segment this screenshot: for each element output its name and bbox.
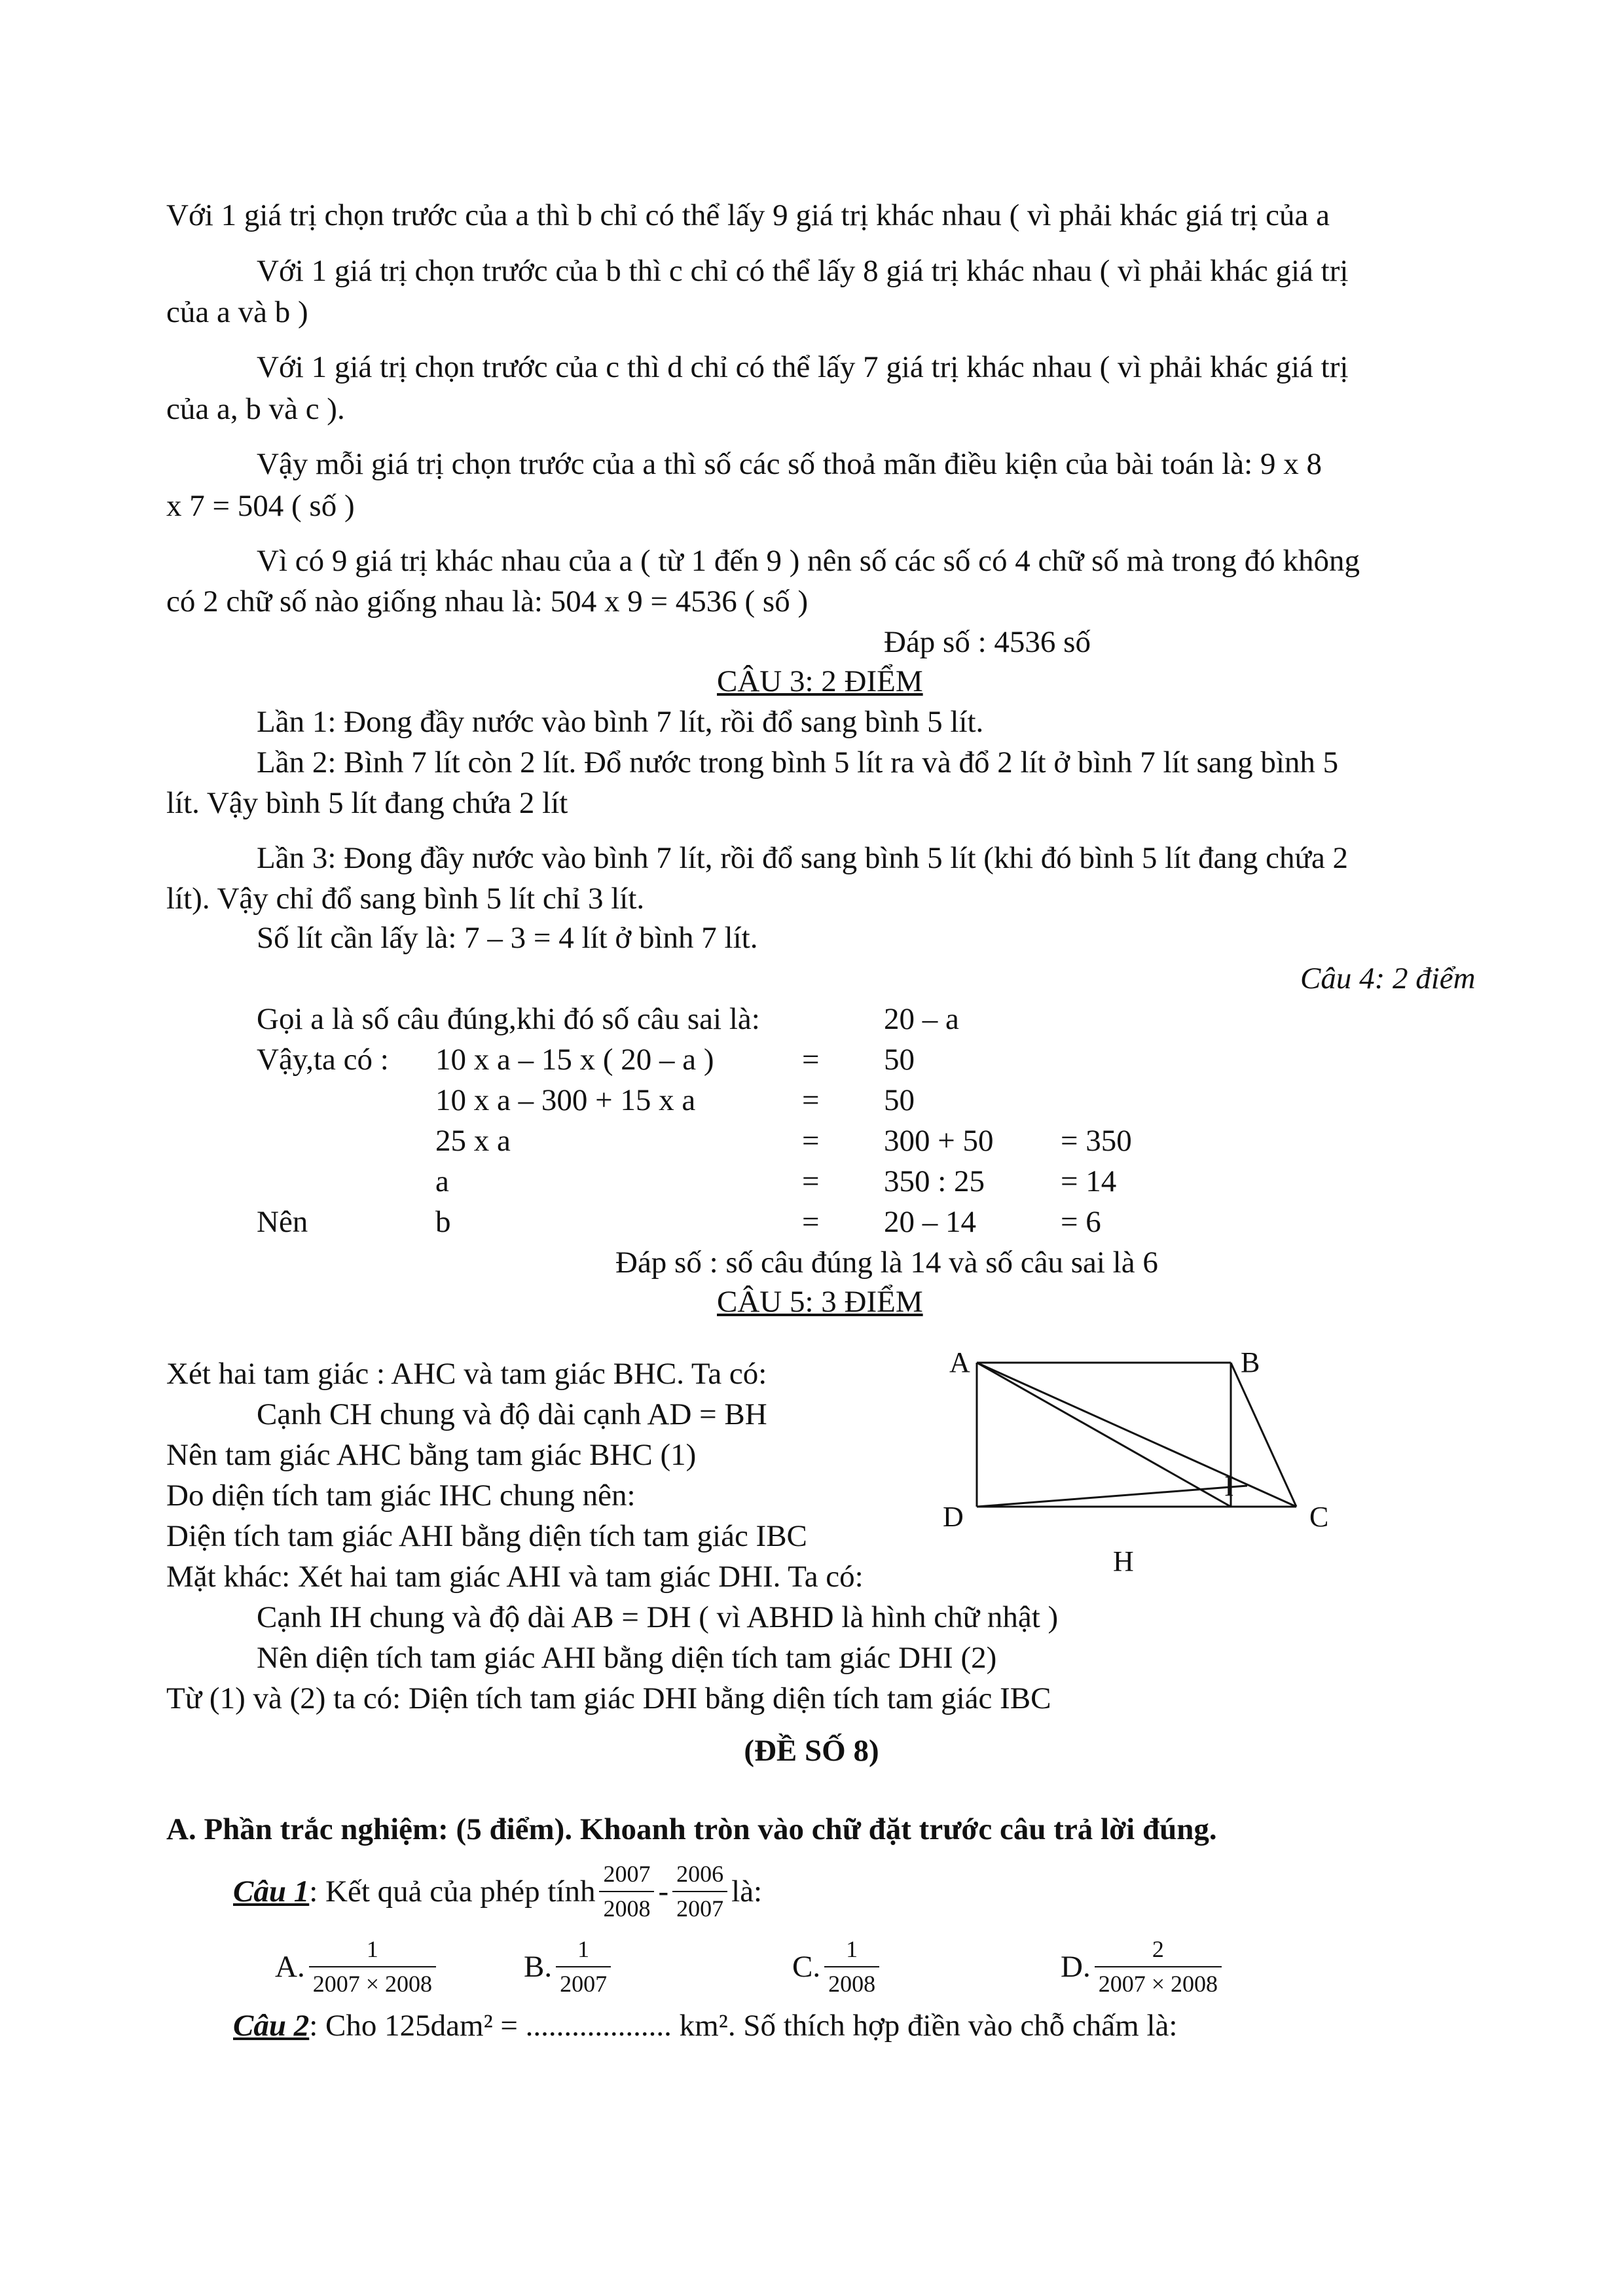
question-1 [233,1852,762,1931]
fraction [824,1935,879,1998]
question-text: : Cho 125dam² = ................... km². Số thích hợp điền vào chỗ chấm là: [309,2009,1178,2043]
fraction [556,1935,611,1998]
question-2 [233,2007,1177,2045]
equation-eq: = [802,1043,820,1077]
equation-eq: = [802,1205,820,1239]
label-H: H [1113,1545,1134,1577]
option-a[interactable] [275,1931,440,2003]
equation-result: = 14 [1061,1164,1117,1198]
fraction [1095,1935,1222,1998]
text-line: lít). Vậy chỉ đổ sang bình 5 lít chỉ 3 lít. [166,882,645,916]
option-d[interactable] [1061,1931,1226,2003]
equation-eq: = [802,1124,820,1158]
option-letter: A. [275,1949,305,1984]
equation-val: 20 – 14 [884,1205,976,1239]
option-letter: C. [792,1949,821,1984]
text-line: của a, b và c ). [166,392,345,426]
label-C: C [1309,1501,1329,1533]
text-line: Với 1 giá trị chọn trước của b thì c chỉ có thể lấy 8 giá trị khác nhau ( vì phải khác giá trị [257,254,1349,288]
text-line: Cạnh CH chung và độ dài cạnh AD = BH [257,1397,767,1431]
fraction-denominator: 2007 [556,1966,611,1998]
edge-AH [977,1363,1231,1507]
question-label: Câu 1 [233,1874,310,1909]
equation-expr: b [435,1205,451,1239]
fraction-denominator: 2007 × 2008 [309,1966,436,1998]
fraction [309,1935,436,1998]
geometry-figure [917,1348,1375,1597]
text-value: 20 – a [884,1002,959,1036]
equation-eq: = [802,1083,820,1117]
label-D: D [943,1501,964,1533]
fraction [599,1860,654,1923]
text-line: của a và b ) [166,295,308,329]
question-text: : Kết quả của phép tính [309,1874,596,1909]
question-label: Câu 2 [233,2009,310,2043]
fraction [672,1860,727,1923]
minus-sign: - [658,1874,669,1909]
label-A: A [949,1348,970,1378]
equation-result: = 6 [1061,1205,1101,1239]
text-line: Từ (1) và (2) ta có: Diện tích tam giác DHI bằng diện tích tam giác IBC [166,1681,1051,1715]
fraction-numerator: 1 [846,1935,858,1962]
text-line: Nên diện tích tam giác AHI bằng diện tích tam giác DHI (2) [257,1641,997,1675]
option-letter: D. [1061,1949,1091,1984]
fraction-denominator: 2007 × 2008 [1095,1966,1222,1998]
exam-title: (ĐỀ SỐ 8) [744,1734,879,1768]
option-b[interactable] [524,1931,615,2003]
text-line: Vì có 9 giá trị khác nhau của a ( từ 1 đến 9 ) nên số các số có 4 chữ số mà trong đó không [257,544,1360,578]
answer-line: Đáp số : 4536 số [884,625,1091,659]
fraction-denominator: 2008 [599,1891,654,1923]
text-line: Gọi a là số câu đúng,khi đó số câu sai là: [257,1002,760,1036]
text-line: Với 1 giá trị chọn trước của c thì d chỉ có thể lấy 7 giá trị khác nhau ( vì phải khác giá trị [257,350,1349,384]
fraction-denominator: 2008 [824,1966,879,1998]
section-title: Câu 4: 2 điểm [1300,961,1476,996]
option-c[interactable] [792,1931,883,2003]
option-letter: B. [524,1949,553,1984]
text-line: Diện tích tam giác AHI bằng diện tích tam giác IBC [166,1519,807,1553]
equation-result: = 350 [1061,1124,1132,1158]
text-line: lít. Vậy bình 5 lít đang chứa 2 lít [166,786,568,820]
equation-val: 50 [884,1043,915,1077]
text-line: x 7 = 504 ( số ) [166,489,355,523]
equation-expr: 25 x a [435,1124,511,1158]
label-B: B [1241,1348,1260,1378]
text-line: có 2 chữ số nào giống nhau là: 504 x 9 = 4536 ( số ) [166,584,809,619]
equation-lead: Nên [257,1205,308,1239]
text-line: Mặt khác: Xét hai tam giác AHI và tam giác DHI. Ta có: [166,1560,864,1594]
text-line: Với 1 giá trị chọn trước của a thì b chỉ có thể lấy 9 giá trị khác nhau ( vì phải khác giá trị của a [166,198,1330,232]
equation-expr: 10 x a – 300 + 15 x a [435,1083,696,1117]
fraction-numerator: 2006 [676,1860,724,1887]
fraction-numerator: 1 [577,1935,590,1962]
edge-BC [1231,1363,1296,1507]
fraction-numerator: 2007 [603,1860,651,1887]
edge-DI [977,1486,1247,1507]
text-line: Lần 1: Đong đầy nước vào bình 7 lít, rồi đổ sang bình 5 lít. [257,705,984,739]
text-line: Vậy mỗi giá trị chọn trước của a thì số các số thoả mãn điều kiện của bài toán là: 9 x 8 [257,447,1322,481]
fraction-numerator: 1 [366,1935,378,1962]
text-line: Số lít cần lấy là: 7 – 3 = 4 lít ở bình 7 lít. [257,921,758,955]
equation-val: 350 : 25 [884,1164,985,1198]
part-heading: A. Phần trắc nghiệm: (5 điểm). Khoanh tròn vào chữ đặt trước câu trả lời đúng. [166,1812,1217,1846]
section-title: CÂU 5: 3 ĐIỂM [717,1285,923,1319]
fraction-denominator: 2007 [672,1891,727,1923]
geometry-diagram [917,1348,1375,1597]
question-tail: là: [731,1874,763,1909]
text-line: Lần 3: Đong đầy nước vào bình 7 lít, rồi đổ sang bình 5 lít (khi đó bình 5 lít đang chứa 2 [257,841,1349,875]
answer-line: Đáp số : số câu đúng là 14 và số câu sai là 6 [615,1246,1158,1280]
equation-expr: 10 x a – 15 x ( 20 – a ) [435,1043,714,1077]
fraction-numerator: 2 [1152,1935,1164,1962]
equation-val: 300 + 50 [884,1124,994,1158]
edge-AC [977,1363,1296,1507]
equation-expr: a [435,1164,449,1198]
section-title: CÂU 3: 2 ĐIỂM [717,664,923,698]
label-I: I [1224,1470,1234,1502]
text-line: Xét hai tam giác : AHC và tam giác BHC. Ta có: [166,1357,767,1391]
equation-val: 50 [884,1083,915,1117]
text-line: Cạnh IH chung và độ dài AB = DH ( vì ABHD là hình chữ nhật ) [257,1600,1059,1634]
text-line: Lần 2: Bình 7 lít còn 2 lít. Đổ nước trong bình 5 lít ra và đổ 2 lít ở bình 7 lít sang bình 5 [257,745,1339,780]
text-line: Nên tam giác AHC bằng tam giác BHC (1) [166,1438,697,1472]
equation-eq: = [802,1164,820,1198]
equation-lead: Vậy,ta có : [257,1043,389,1077]
text-line: Do diện tích tam giác IHC chung nên: [166,1479,636,1513]
